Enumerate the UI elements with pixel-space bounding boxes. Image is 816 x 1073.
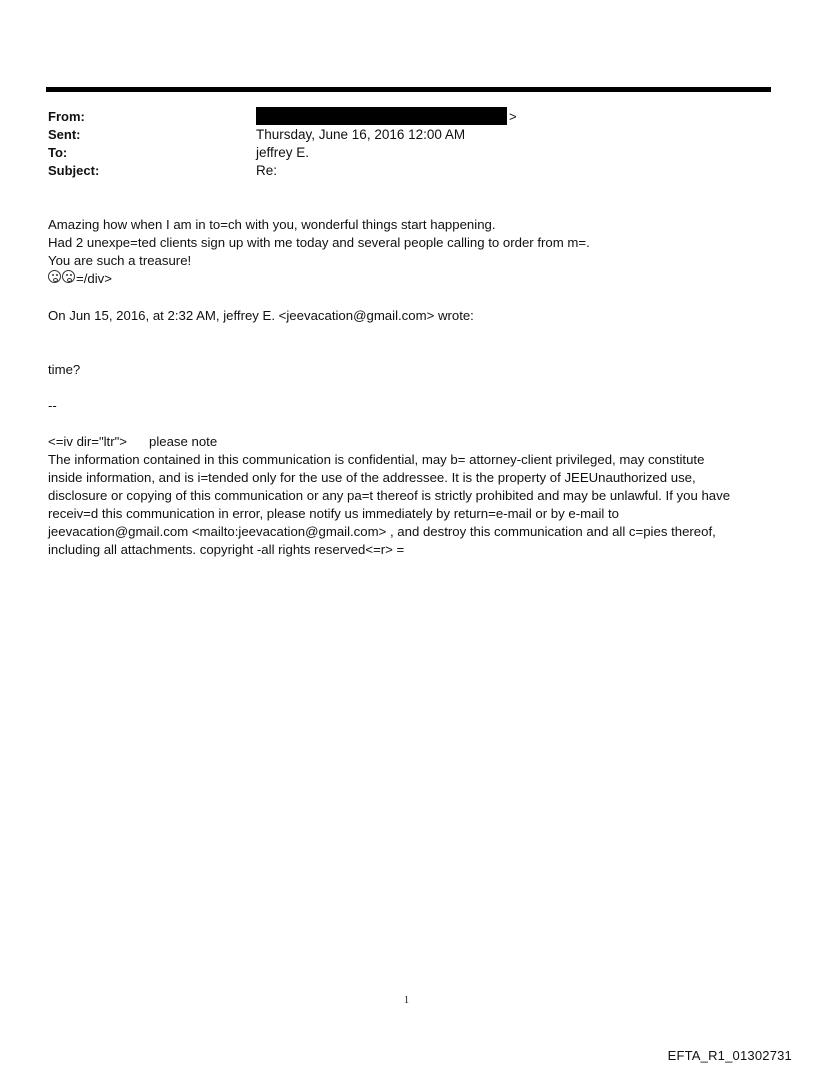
- subject-label: Subject:: [48, 163, 100, 178]
- body-line-4-tail: =/div>: [76, 271, 112, 286]
- redaction-bar: [256, 107, 507, 125]
- body-line-2: Had 2 unexpe=ted clients sign up with me today and several people calling to order from m=.: [48, 235, 590, 250]
- disclaimer-line: disclosure or copying of this communication or any pa=t thereof is strictly prohibited and may be unlawful. If you have: [48, 488, 731, 503]
- disclaimer-line: inside information, and is i=tended only for the use of the addressee. It is the property of JEEUnauthorized use,: [48, 470, 696, 485]
- disclaimer-line: including all attachments. copyright -all rights reserved<=r> =: [48, 542, 405, 557]
- disclaimer-line: jeevacation@gmail.com <mailto:jeevacation@gmail.com> , and destroy this communication and all c=pies thereof,: [48, 524, 716, 539]
- sent-value: Thursday, June 16, 2016 12:00 AM: [256, 127, 466, 142]
- to-label: To:: [48, 145, 68, 160]
- document-id: EFTA_R1_01302731: [667, 1048, 792, 1063]
- from-label: From:: [48, 109, 85, 124]
- to-value: jeffrey E.: [256, 145, 310, 160]
- quote-intro: On Jun 15, 2016, at 2:32 AM, jeffrey E. <jeevacation@gmail.com> wrote:: [48, 308, 474, 323]
- signature-dashes: --: [48, 398, 57, 413]
- disclaimer-line: receiv=d this communication in error, please notify us immediately by return=e-mail or by e-mail to: [48, 506, 619, 521]
- sent-label: Sent:: [48, 127, 81, 142]
- subject-value: Re:: [256, 163, 278, 178]
- div-line: <=iv dir="ltr"> please note: [48, 434, 218, 449]
- body-line-3: You are such a treasure!: [48, 253, 192, 268]
- body-line-4: [48, 270, 112, 288]
- page-number: 1: [404, 995, 409, 1006]
- quoted-time-line: time?: [48, 362, 81, 377]
- from-value-tail: >: [509, 109, 517, 124]
- disclaimer-line: The information contained in this communication is confidential, may b= attorney-client privileged, may constitute: [48, 452, 705, 467]
- header-rule: [46, 87, 771, 92]
- astonished-face-icon: [62, 270, 75, 283]
- body-line-1: Amazing how when I am in to=ch with you, wonderful things start happening.: [48, 217, 496, 232]
- emoji-group: [48, 270, 76, 283]
- astonished-face-icon: [48, 270, 61, 283]
